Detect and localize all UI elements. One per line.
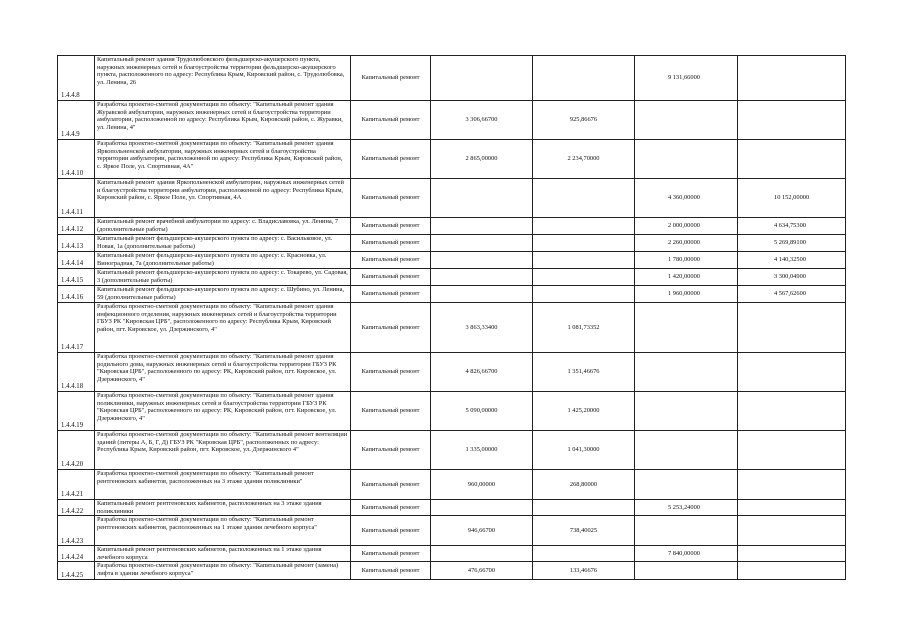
row-value-col5: 9 131,66000 [635,56,738,101]
row-value-col6 [738,101,846,140]
row-number: 1.4.4.22 [58,500,95,516]
row-value-col3 [431,179,533,218]
row-work-type: Капитальный ремонт [351,516,431,546]
row-number: 1.4.4.20 [58,431,95,470]
row-value-col6 [738,500,846,516]
row-value-col4 [533,252,635,269]
row-value-col3: 946,66700 [431,516,533,546]
row-value-col6 [738,431,846,470]
row-value-col4: 1 351,46676 [533,353,635,392]
row-value-col5 [635,470,738,500]
row-number: 1.4.4.11 [58,179,95,218]
table-row [58,546,846,562]
row-value-col5: 2 000,00000 [635,218,738,235]
row-value-col4: 925,86676 [533,101,635,140]
row-value-col6: 4 567,62600 [738,286,846,303]
row-work-type: Капитальный ремонт [351,235,431,252]
row-number: 1.4.4.21 [58,470,95,500]
row-work-type: Капитальный ремонт [351,500,431,516]
row-description: Разработка проектно-сметной документации по объекту: "Капитальный ремонт здания Журавской амбулатории, наружных инженерных сетей и благоустройства территории амбулатории, расположенной по адресу: Республика Крым, Кировский район, с. Журавки, ул. Ленина, 4" [95,101,351,140]
row-value-col5: 4 360,00000 [635,179,738,218]
row-value-col5 [635,562,738,580]
row-value-col6 [738,546,846,562]
row-work-type: Капитальный ремонт [351,470,431,500]
row-value-col5: 1 780,00000 [635,252,738,269]
table-row [58,218,846,235]
row-number: 1.4.4.9 [58,101,95,140]
row-description: Разработка проектно-сметной документации по объекту: "Капитальный ремонт здания инфекционного отделения, наружных инженерных сетей и благоустройства территории ГБУЗ РК "Кировская ЦРБ", расположенного по адресу: Республика Крым, Кировский район, пгт. Кировское, ул. Дзержинского, 4" [95,303,351,353]
row-value-col4: 738,40025 [533,516,635,546]
row-description: Капитальный ремонт фельдшерско-акушерского пункта по адресу: с. Красновка, ул. Виноградная, 7а (дополнительные работы) [95,252,351,269]
row-number: 1.4.4.17 [58,303,95,353]
row-value-col3: 960,00000 [431,470,533,500]
row-value-col5: 1 960,00000 [635,286,738,303]
row-value-col5: 2 260,00000 [635,235,738,252]
row-value-col6 [738,470,846,500]
row-value-col3: 1 335,00000 [431,431,533,470]
row-value-col4 [533,546,635,562]
row-number: 1.4.4.14 [58,252,95,269]
row-value-col3: 4 826,66700 [431,353,533,392]
row-value-col5 [635,303,738,353]
row-value-col5 [635,140,738,179]
row-work-type: Капитальный ремонт [351,562,431,580]
row-value-col4 [533,235,635,252]
row-value-col3: 2 865,00000 [431,140,533,179]
table-row [58,235,846,252]
row-value-col6 [738,516,846,546]
row-value-col6 [738,303,846,353]
row-value-col3 [431,218,533,235]
row-description: Разработка проектно-сметной документации по объекту: "Капитальный ремонт здания поликлиники, наружных инженерных сетей и благоустройства территории ГБУЗ РК "Кировская ЦРБ", расположенного по адресу: РК, Кировский район, пгт. Кировское, ул. Дзержинского, 4" [95,392,351,431]
row-value-col3: 3 306,66700 [431,101,533,140]
row-number: 1.4.4.16 [58,286,95,303]
table-row [58,140,846,179]
row-value-col6: 10 152,00000 [738,179,846,218]
row-value-col3 [431,56,533,101]
row-value-col6 [738,56,846,101]
row-value-col5 [635,516,738,546]
row-description: Разработка проектно-сметной документации по объекту: "Капитальный ремонт здания родильного дома, наружных инженерных сетей и благоустройства территории ГБУЗ РК "Кировская ЦРБ", расположенного по адресу: РК, Кировский район, пгт. Кировское, ул. Дзержинского, 4" [95,353,351,392]
row-value-col4: 1 081,73352 [533,303,635,353]
row-value-col6: 4 140,32500 [738,252,846,269]
row-number: 1.4.4.23 [58,516,95,546]
row-value-col6 [738,353,846,392]
row-work-type: Капитальный ремонт [351,218,431,235]
row-description: Капитальный ремонт фельдшерско-акушерского пункта по адресу: с. Токарево, ул. Садовая, 3 (дополнительные работы) [95,269,351,286]
row-description: Капитальный ремонт фельдшерско-акушерского пункта по адресу: с. Васильковое, ул. Новая, 1а (дополнительные работы) [95,235,351,252]
row-value-col5 [635,353,738,392]
row-value-col6: 3 300,04900 [738,269,846,286]
row-value-col5: 1 420,00000 [635,269,738,286]
row-value-col6 [738,392,846,431]
row-value-col5 [635,431,738,470]
row-value-col5 [635,101,738,140]
row-description: Капитальный ремонт рентгеновских кабинетов, расположенных на 1 этаже здания лечебного корпуса [95,546,351,562]
row-description: Капитальный ремонт фельдшерско-акушерского пункта по адресу: с. Шубино, ул. Ленина, 59 (дополнительные работы) [95,286,351,303]
table-row [58,500,846,516]
row-description: Разработка проектно-сметной документации по объекту: "Капитальный ремонт (замена) лифта в здании лечебного корпуса" [95,562,351,580]
table-row [58,56,846,101]
row-value-col6: 5 269,89100 [738,235,846,252]
row-number: 1.4.4.19 [58,392,95,431]
row-value-col6 [738,562,846,580]
table-row [58,353,846,392]
row-value-col3: 476,66700 [431,562,533,580]
row-number: 1.4.4.25 [58,562,95,580]
table-row [58,269,846,286]
row-value-col3 [431,269,533,286]
table-row [58,303,846,353]
row-value-col4: 133,46676 [533,562,635,580]
row-work-type: Капитальный ремонт [351,179,431,218]
row-value-col4: 2 234,70000 [533,140,635,179]
row-value-col5: 7 840,00000 [635,546,738,562]
table-row [58,101,846,140]
table-row [58,286,846,303]
row-description: Разработка проектно-сметной документации по объекту: "Капитальный ремонт рентгеновских кабинетов, расположенных на 3 этаже здания поликлиники" [95,470,351,500]
row-value-col4 [533,286,635,303]
row-value-col5: 5 253,24000 [635,500,738,516]
table-row [58,562,846,580]
table-row [58,431,846,470]
row-value-col3: 5 090,00000 [431,392,533,431]
row-work-type: Капитальный ремонт [351,303,431,353]
row-work-type: Капитальный ремонт [351,546,431,562]
row-work-type: Капитальный ремонт [351,101,431,140]
row-number: 1.4.4.8 [58,56,95,101]
row-value-col4: 1 041,30000 [533,431,635,470]
row-work-type: Капитальный ремонт [351,392,431,431]
row-work-type: Капитальный ремонт [351,269,431,286]
row-work-type: Капитальный ремонт [351,140,431,179]
row-description: Разработка проектно-сметной документации по объекту: "Капитальный ремонт рентгеновских кабинетов, расположенных на 1 этаже здания лечебного корпуса" [95,516,351,546]
row-value-col3 [431,500,533,516]
table-row [58,179,846,218]
table-row [58,252,846,269]
table-row [58,392,846,431]
row-value-col3 [431,252,533,269]
row-description: Капитальный ремонт здания Яркопольненской амбулатории, наружных инженерных сетей и благоустройства территории амбулатории, расположенной по адресу: Республика Крым, Кировский район, с. Яркое Поле, ул. Спортивная, 4А [95,179,351,218]
row-value-col4: 1 425,20000 [533,392,635,431]
row-value-col4 [533,56,635,101]
row-value-col4: 268,80000 [533,470,635,500]
row-number: 1.4.4.24 [58,546,95,562]
row-value-col5 [635,392,738,431]
row-work-type: Капитальный ремонт [351,353,431,392]
row-work-type: Капитальный ремонт [351,56,431,101]
row-value-col4 [533,269,635,286]
row-work-type: Капитальный ремонт [351,431,431,470]
row-description: Капитальный ремонт рентгеновских кабинетов, расположенных на 3 этаже здания поликлиники [95,500,351,516]
row-description: Разработка проектно-сметной документации по объекту: "Капитальный ремонт вентиляции зданий (литеры А, Б, Г, Д) ГБУЗ РК "Кировская ЦРБ", расположенных по адресу: Республика Крым, Кировский район, пгт. Кировское, ул. Дзержинского 4" [95,431,351,470]
table-row [58,470,846,500]
row-value-col4 [533,218,635,235]
row-description: Капитальный ремонт здания Трудолюбовского фельдшерско-акушерского пункта, наружных инженерных сетей и благоустройства территории фельдшерско-акушерского пункта, расположенного по адресу: Республика Крым, Кировский район, с. Трудолюбовка, ул. Ленина, 26 [95,56,351,101]
row-work-type: Капитальный ремонт [351,252,431,269]
table-row [58,516,846,546]
row-description: Разработка проектно-сметной документации по объекту: "Капитальный ремонт здания Яркопольненской амбулатории, наружных инженерных сетей и благоустройства территории амбулатории, расположенной по адресу: Республика Крым, Кировский район, с. Яркое Поле, ул. Спортивная, 4А" [95,140,351,179]
row-value-col3 [431,235,533,252]
row-work-type: Капитальный ремонт [351,286,431,303]
budget-table-body [58,56,846,580]
row-number: 1.4.4.10 [58,140,95,179]
row-value-col6 [738,140,846,179]
row-value-col4 [533,179,635,218]
row-value-col3 [431,286,533,303]
row-value-col3: 3 863,33400 [431,303,533,353]
row-description: Капитальный ремонт врачебной амбулатории по адресу: с. Владиславовка, ул. Ленина, 7 (дополнительные работы) [95,218,351,235]
budget-table [57,55,846,580]
row-value-col6: 4 634,75300 [738,218,846,235]
row-number: 1.4.4.15 [58,269,95,286]
row-number: 1.4.4.12 [58,218,95,235]
row-number: 1.4.4.18 [58,353,95,392]
row-value-col4 [533,500,635,516]
row-number: 1.4.4.13 [58,235,95,252]
row-value-col3 [431,546,533,562]
